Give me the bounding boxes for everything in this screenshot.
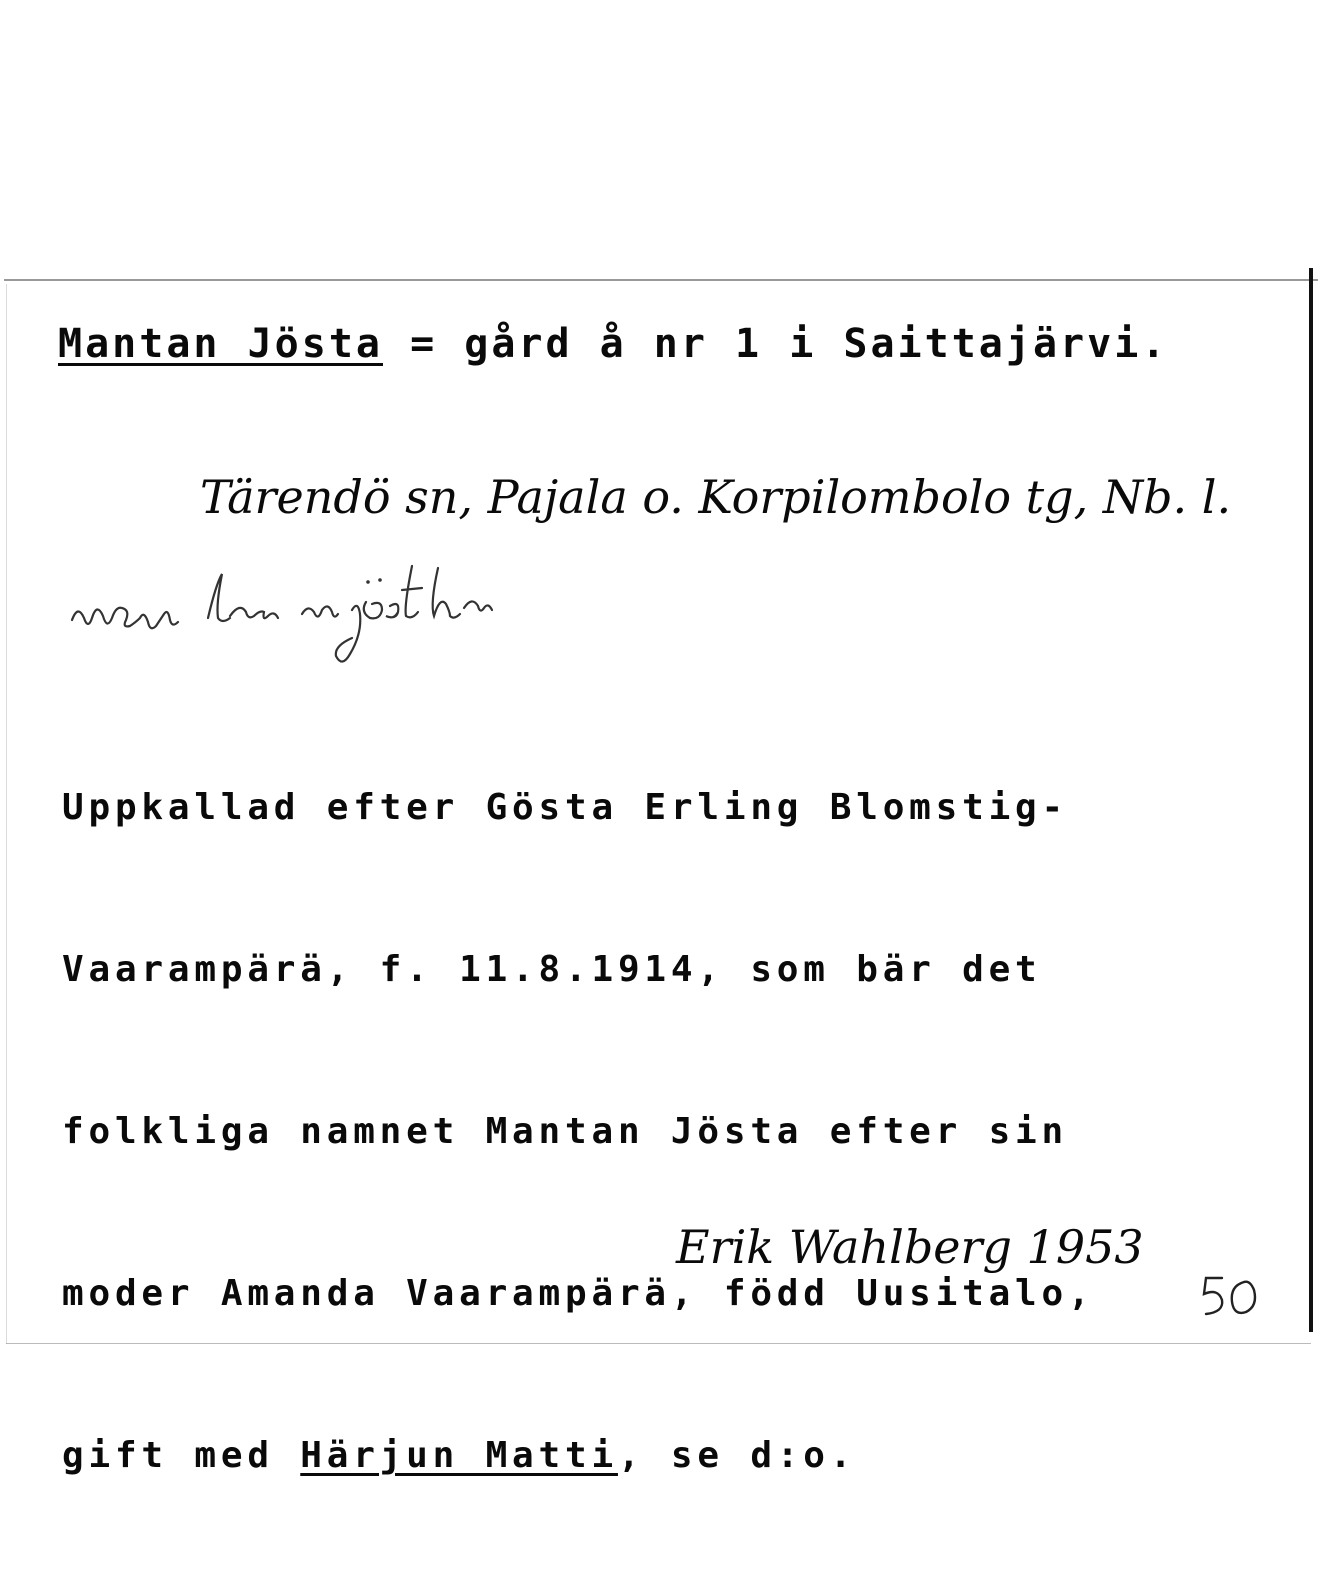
body-line: moder Amanda Vaarampärä, född Uusitalo,	[62, 1273, 1095, 1314]
card-heading	[58, 318, 1168, 370]
signature: Erik Wahlberg 1953	[676, 1220, 1144, 1274]
body-line: Uppkallad efter Gösta Erling Blomstig-	[62, 787, 1069, 828]
card-edge-right	[1309, 268, 1313, 1332]
cross-reference: Härjun Matti	[300, 1435, 618, 1476]
place-line: Tärendö sn, Pajala o. Korpilombolo tg, Nb. l.	[200, 470, 1232, 524]
body-line: Vaarampärä, f. 11.8.1914, som bär det	[62, 949, 1042, 990]
card-edge-left	[6, 284, 7, 1344]
card-body	[62, 673, 1094, 1591]
handwritten-page-number	[1198, 1268, 1268, 1320]
card-edge-top	[4, 279, 1318, 281]
handwritten-note	[66, 558, 566, 668]
heading-description: = gård å nr 1 i Saittajärvi.	[382, 321, 1169, 367]
heading-name: Mantan Jösta	[58, 321, 383, 367]
body-line	[62, 1429, 1094, 1483]
body-line: folkliga namnet Mantan Jösta efter sin	[62, 1111, 1069, 1152]
body-line-prefix: gift med	[62, 1435, 301, 1476]
body-line-suffix: , se d:o.	[617, 1435, 857, 1476]
